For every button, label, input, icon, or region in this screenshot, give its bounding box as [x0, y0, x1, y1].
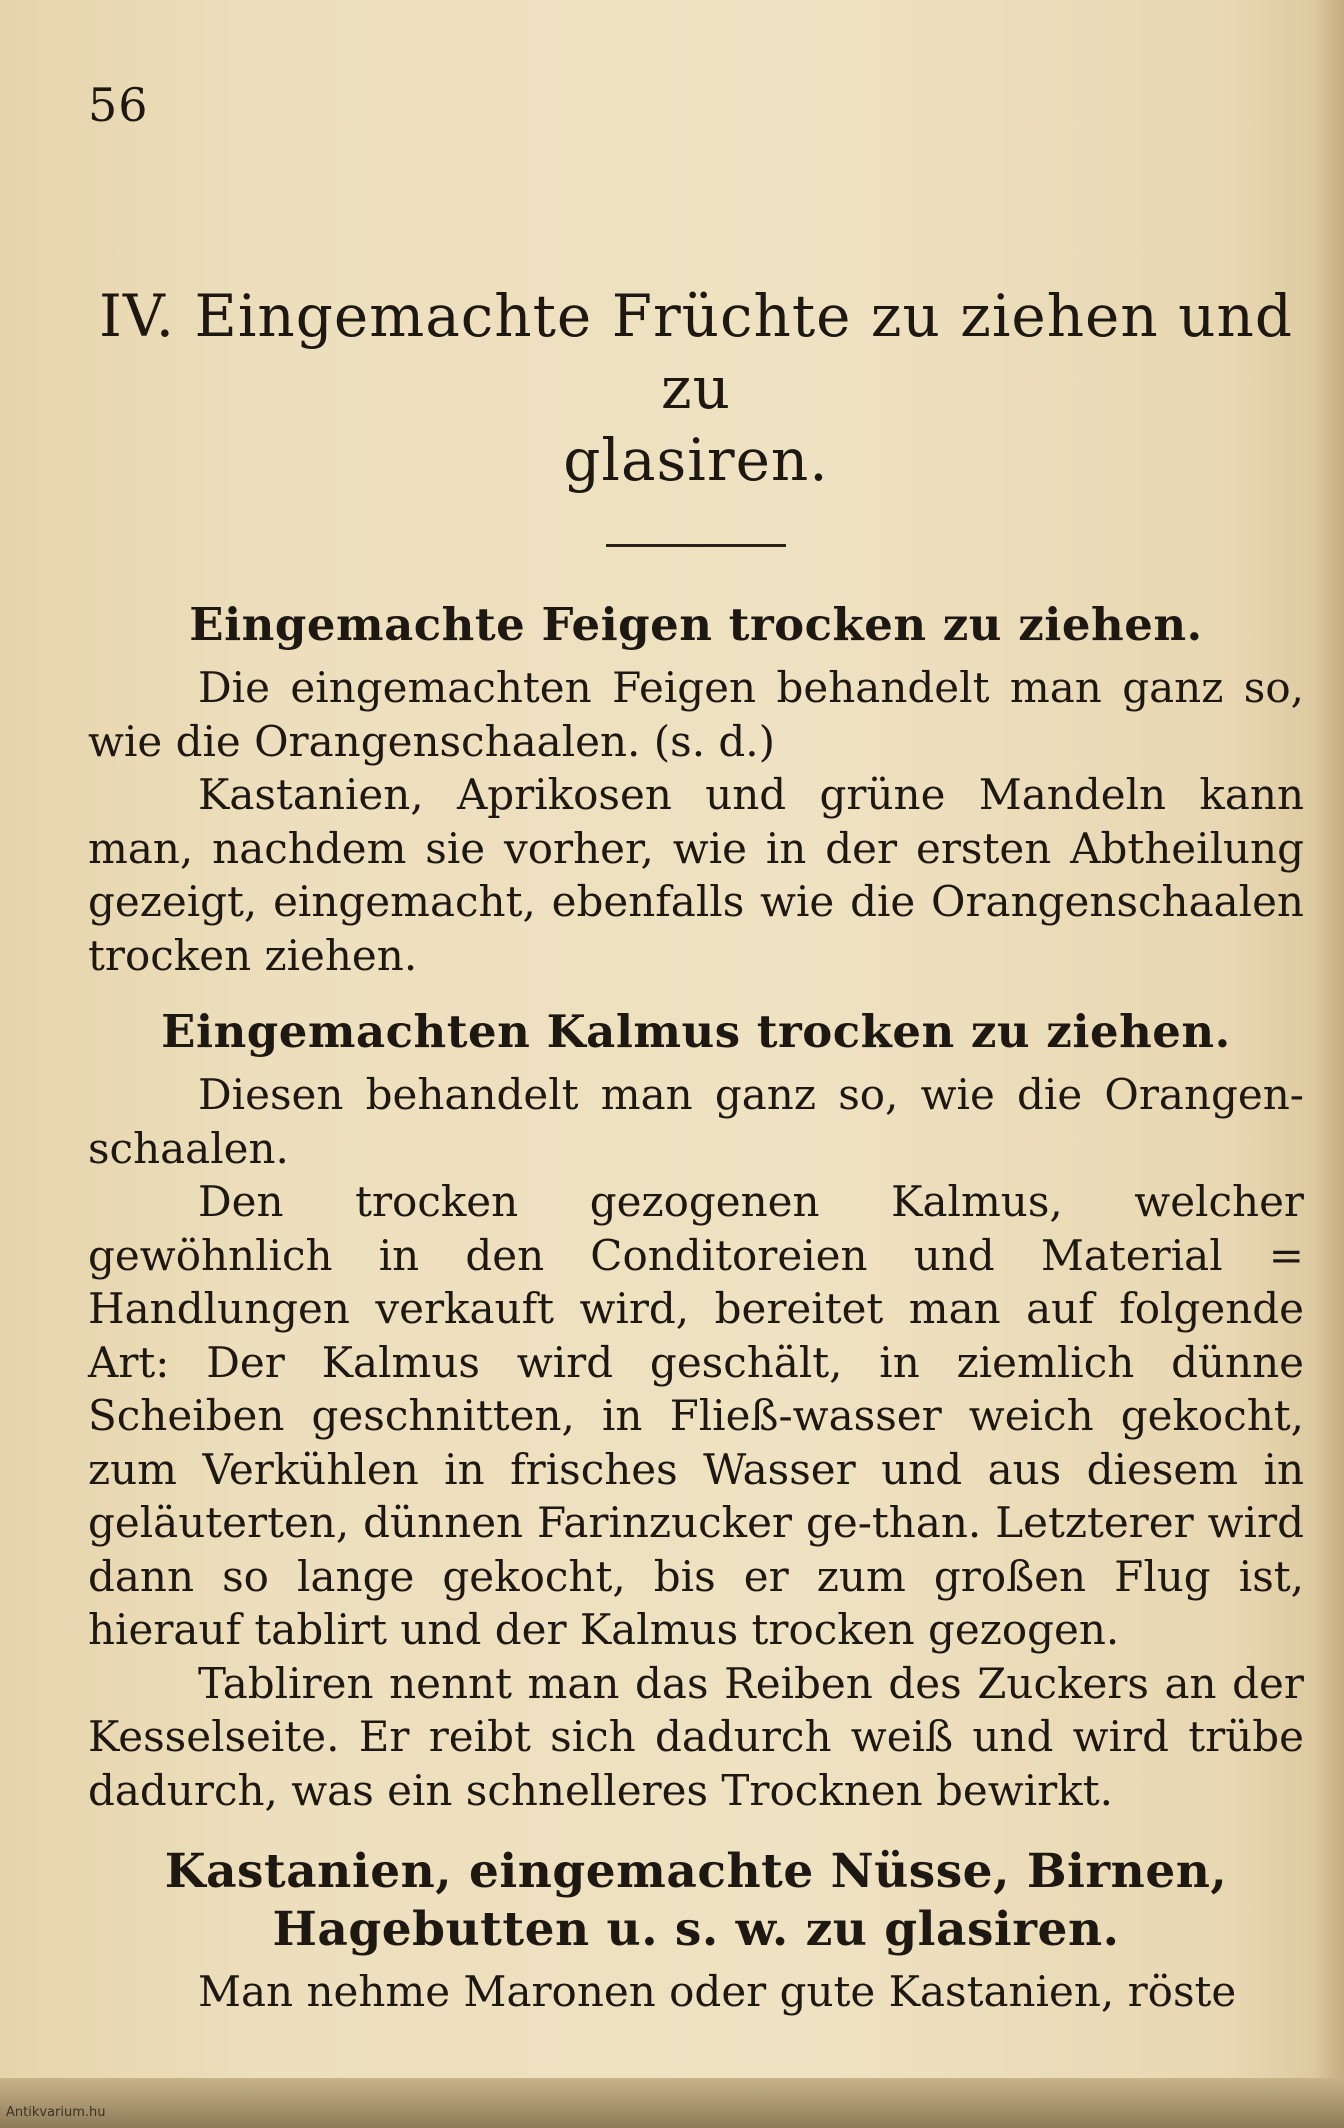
section-heading: Kastanien, eingemachte Nüsse, Birnen, Hagebutten u. s. w. zu glasiren.	[164, 1844, 1228, 1957]
section-divider	[606, 544, 786, 547]
watermark: Antikvarium.hu	[6, 2105, 106, 2120]
section-feigen	[88, 595, 1304, 982]
paragraph: Den trocken gezogenen Kalmus, welcher gewöhnlich in den Conditoreien und Material = Handlungen verkauft wird, bereitet man auf folgende Art: Der Kalmus wird geschält, in ziemlich dünne Scheiben geschnitten, in Fließ-wasser weich gekocht, zum Verkühlen in frisches Wasser und aus diesem in geläuterten, dünnen Farinzucker ge-than. Letzterer wird dann so lange gekocht, bis er zum großen Flug ist, hierauf tablirt und der Kalmus trocken gezogen.	[88, 1177, 1304, 1654]
paragraph: Tabliren nennt man das Reiben des Zuckers an der Kesselseite. Er reibt sich dadurch weiß und wird trübe dadurch, was ein schnelleres Trocknen bewirkt.	[88, 1658, 1304, 1815]
chapter-numeral: IV.	[98, 282, 176, 350]
section-heading: Eingemachte Feigen trocken zu ziehen.	[189, 598, 1203, 651]
page-content	[88, 280, 1304, 2019]
page-number: 56	[88, 78, 149, 132]
paragraph: Kastanien, Aprikosen und grüne Mandeln kann man, nachdem sie vorher, wie in der ersten Abtheilung gezeigt, eingemacht, ebenfalls wie die Orangenschaalen trocken ziehen.	[88, 770, 1304, 980]
section-heading: Eingemachten Kalmus trocken zu ziehen.	[161, 1005, 1231, 1058]
section-kalmus	[88, 1002, 1304, 1817]
chapter-title-line2: glasiren.	[563, 426, 829, 494]
chapter-title	[88, 280, 1304, 496]
page-edge-shadow	[1314, 0, 1344, 2128]
paragraph: Diesen behandelt man ganz so, wie die Orangen-schaalen.	[88, 1070, 1304, 1173]
paragraph: Man nehme Maronen oder gute Kastanien, röste	[198, 1967, 1237, 2016]
section-glasiren	[88, 1843, 1304, 2019]
scan-bottom-edge	[0, 2078, 1344, 2128]
chapter-title-line1: Eingemachte Früchte zu ziehen und zu	[194, 282, 1294, 422]
paragraph: Die eingemachten Feigen behandelt man ganz so, wie die Orangenschaalen. (s. d.)	[88, 663, 1304, 766]
